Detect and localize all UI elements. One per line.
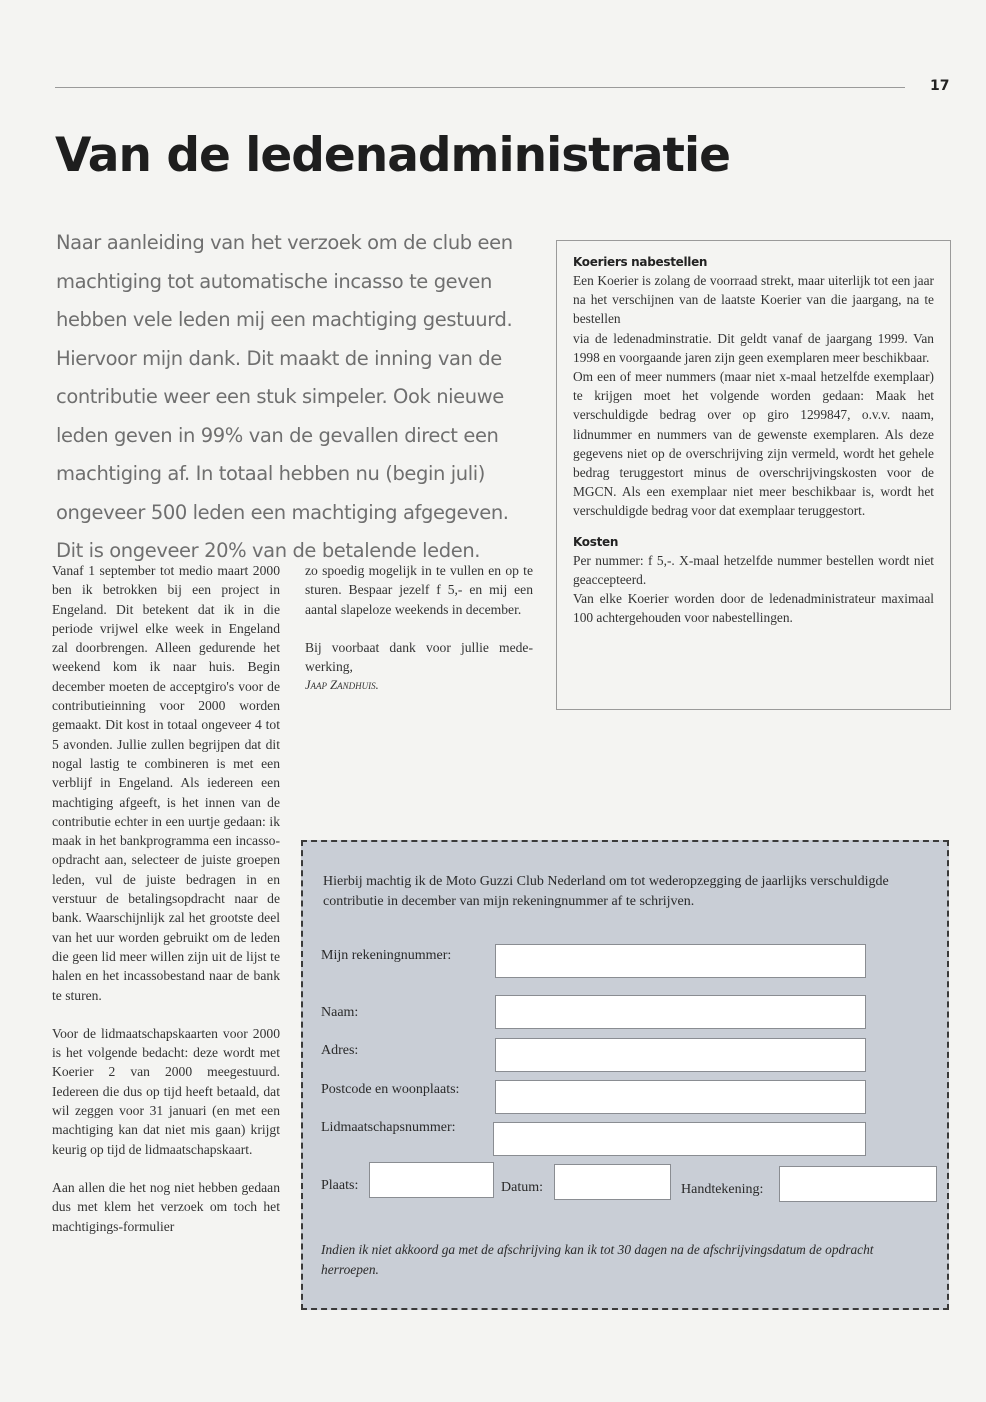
sidebar-heading-reorder: Koeriers nabestellen [573, 255, 708, 269]
intro-text: Naar aanleiding van het verzoek om de club een machtiging tot automatische incasso te geven hebben vele leden mij een machtiging gestuurd. Hiervoor mijn dank. Dit maakt de inning van de contributie weer een stuk simpeler. Ook nieuwe leden geven in 99% van de gevallen direct een machtiging af. In totaal hebben nu (begin juli) ongeveer 500 leden een machtiging afgegeven. Dit is ongeveer 20% van de betalende leden. [56, 231, 513, 562]
date-label: Datum: [501, 1180, 543, 1195]
body-column-1 [52, 561, 280, 1255]
sidebar-box [556, 240, 951, 710]
sidebar-paragraph: Per nummer: f 5,-. X-maal hetzelfde nummer bestellen wordt niet geaccepteerd. [573, 552, 934, 587]
membership-number-field[interactable] [493, 1122, 866, 1156]
place-field[interactable] [369, 1162, 494, 1198]
body-paragraph: zo spoedig mogelijk in te vullen en op te sturen. Bespaar jezelf f 5,- en mij een aantal slapeloze weekends in december. [305, 563, 533, 617]
name-label: Naam: [321, 1005, 359, 1020]
page-number: 17 [930, 78, 950, 94]
postcode-city-field[interactable] [495, 1080, 866, 1114]
account-number-field[interactable] [495, 944, 866, 978]
body-paragraph: Aan allen die het nog niet hebben gedaan dus met klem het verzoek om toch het machtigings-formulier [52, 1179, 280, 1234]
header-rule [55, 87, 905, 88]
postcode-city-label: Postcode en woonplaats: [321, 1082, 460, 1097]
body-paragraph: Bij voorbaat dank voor jullie medewerking, [305, 639, 533, 675]
body-paragraph: Vanaf 1 september tot medio maart 2000 ben ik betrokken bij een project in Engeland. Dit betekent dat ik in die periode vrijwel elke week in Engeland zal doorbrengen. Alleen gedurende het weekend kom ik naar huis. Begin december moeten de acceptgiro's voor de contributieinning voor 2000 worden gemaakt. Dit kost in totaal ongeveer 4 tot 5 avonden. Jullie zullen begrijpen dat dit nogal lastig te combineren is met een verblijf in Engeland. Als iedereen een machtiging afgeeft, is het innen van de contributie echter in een uurtje gedaan: ik maak in het bankprogramma een incassoopdracht aan, selecteer de juiste groepen leden, vul de juiste bedragen in en verstuur de betalingsopdracht naar de bank. Waarschijnlijk zal het grootste deel van het uur worden gebruikt om de leden die geen lid meer willen zijn uit de lijst te halen en het incassobestand naar de bank te sturen. [52, 563, 280, 1003]
sidebar-paragraph: Om een of meer nummers (maar niet x-maal hetzelfde exemplaar) te krijgen moet het volgende worden gedaan: Maak het verschuldigde bedrag over op giro 1299847, o.v.v. naam, lidnummer en nummers van de gewenste exemplaren. Als deze gegevens niet op de overschrijving zijn vermeld, wordt het gehele bedrag teruggestort minus de overschrijvingskosten voor de MGCN. Als een exemplaar niet meer beschikbaar is, wordt het verschuldigde bedrag voor dat exemplaar teruggestort. [573, 369, 934, 519]
address-field[interactable] [495, 1038, 866, 1072]
form-intro: Hierbij machtig ik de Moto Guzzi Club Nederland om tot wederopzegging de jaarlijks verschuldigde contributie in december van mijn rekeningnummer af te schrijven. [323, 874, 889, 909]
page-title: Van de ledenadministratie [55, 128, 730, 183]
place-label: Plaats: [321, 1178, 359, 1193]
address-label: Adres: [321, 1043, 359, 1058]
sidebar-paragraph: via de ledenadminstratie. Dit geldt vanaf de jaargang 1999. Van 1998 en voorgaande jaren zijn geen exemplaren meer beschikbaar. [573, 330, 934, 365]
form-note: Indien ik niet akkoord ga met de afschrijving kan ik tot 30 dagen na de afschrijvingsdatum de opdracht herroepen. [321, 1242, 874, 1277]
signature-label: Handtekening: [681, 1182, 764, 1197]
body-column-2 [305, 561, 533, 696]
authorization-form [301, 840, 949, 1310]
author-signature: Jaap Zandhuis. [305, 678, 379, 693]
name-field[interactable] [495, 995, 866, 1029]
body-paragraph: Voor de lidmaatschapskaarten voor 2000 is het volgende bedacht: deze wordt met Koerier 2 van 2000 meegestuurd. Iedereen die dus op tijd heeft betaald, dat wil zeggen voor 31 januari (en met een machtiging kan dat niet mis gaan) krijgt keurig op tijd de lidmaatschapskaart. [52, 1025, 280, 1157]
account-number-label: Mijn rekeningnummer: [321, 948, 452, 963]
sidebar-heading-costs: Kosten [573, 534, 619, 549]
signature-field[interactable] [779, 1166, 937, 1202]
membership-number-label: Lidmaatschapsnummer: [321, 1120, 456, 1135]
date-field[interactable] [554, 1164, 671, 1200]
sidebar-paragraph: Van elke Koerier worden door de ledenadministrateur maximaal 100 achtergehouden voor nabestellingen. [573, 591, 934, 626]
sidebar-paragraph: Een Koerier is zolang de voorraad strekt, maar uiterlijk tot een jaar na het verschijnen van de laatste Koerier van die jaargang, na te bestellen [573, 273, 934, 327]
